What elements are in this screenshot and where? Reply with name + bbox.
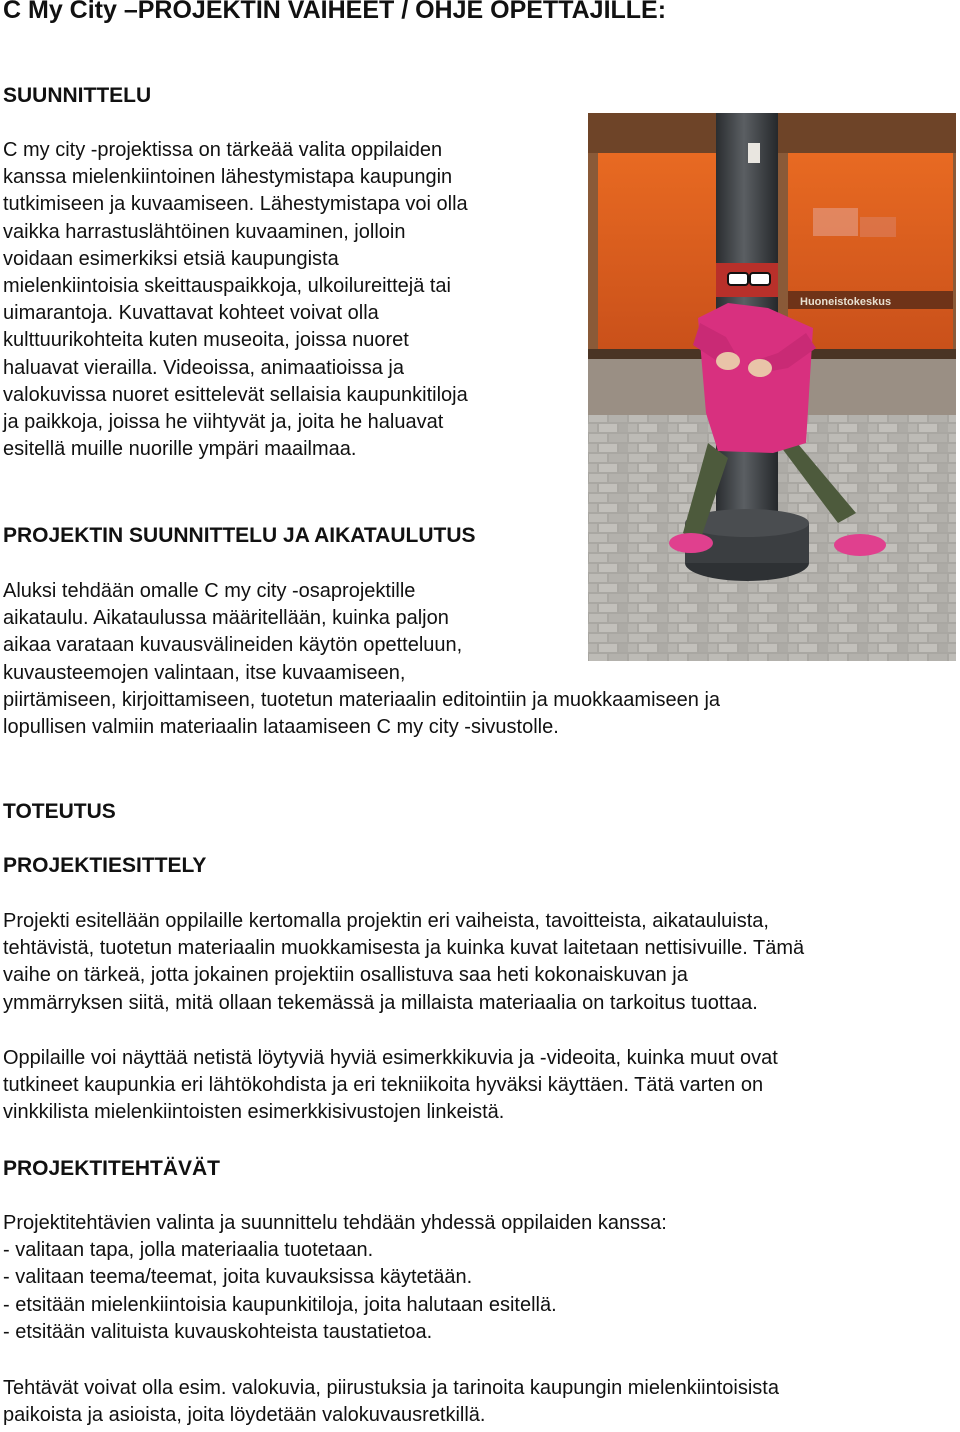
text-line: Tehtävät voivat olla esim. valokuvia, piirustuksia ja tarinoita kaupungin mielenkiintoisista [3,1377,779,1399]
text-line: Oppilaille voi näyttää netistä löytyviä hyviä esimerkkikuvia ja -videoita, kuinka muut ovat [3,1047,778,1069]
paragraph-suunnittelu [3,137,468,463]
paragraph-projektitehtavat-2 [3,1375,779,1429]
list-item: - etsitään valituista kuvauskohteista taustatietoa. [3,1320,433,1343]
text-line: kuvausteemojen valintaan, itse kuvaamiseen, [3,661,406,684]
list-item: - valitaan teema/teemat, joita kuvauksissa käytetään. [3,1266,473,1289]
photo-sign-text: Huoneistokeskus [800,296,892,308]
text-line: vaihe on tärkeä, jotta jokainen projektiin osallistuva saa heti kokonaiskuvan ja [3,964,688,987]
text-line: tutkineet kaupunkia eri lähtökohdista ja eri tekniikoita hyväksi käyttäen. Tätä varten on [3,1074,764,1097]
text-line: uimarantoja. Kuvattavat kohteet voivat olla [3,302,379,325]
heading-projektiesittely: PROJEKTIESITTELY [3,854,207,877]
paragraph-projektitehtavat-1 [3,1210,667,1346]
photo-illustration [588,113,956,661]
text-line: valokuvissa nuoret esittelevät sellaisia kaupunkitiloja [3,383,468,406]
document-title: C My City –PROJEKTIN VAIHEET / OHJE OPETTAJILLE: [3,0,667,24]
text-line: Aluksi tehdään omalle C my city -osaprojektille [3,580,416,602]
text-line: aikaa varataan kuvausvälineiden käytön opetteluun, [3,634,463,657]
text-line: haluavat vierailla. Videoissa, animaatioissa ja [3,356,404,379]
text-line: ymmärryksen siitä, mitä ollaan tekemässä ja millaista materiaalia on tarkoitus tuottaa. [3,991,758,1014]
text-line: esitellä muille nuorille ympäri maailmaa. [3,438,357,461]
text-line: vaikka harrastuslähtöinen kuvaaminen, jolloin [3,220,406,243]
text-line: piirtämiseen, kirjoittamiseen, tuotetun materiaalin editointiin ja muokkaamiseen ja [3,688,721,711]
list-item: - valitaan tapa, jolla materiaalia tuotetaan. [3,1239,374,1262]
heading-toteutus: TOTEUTUS [3,800,116,823]
paragraph-projektiesittely-1 [3,908,804,1017]
text-line: lopullisen valmiin materiaalin lataamiseen C my city -sivustolle. [3,716,559,739]
text-line: Projektitehtävien valinta ja suunnittelu tehdään yhdessä oppilaiden kanssa: [3,1212,667,1234]
text-line: mielenkiintoisia skeittauspaikkoja, ulkoilureittejä tai [3,275,451,298]
text-line: Projekti esitellään oppilaille kertomalla projektin eri vaiheista, tavoitteista, aikatauluista, [3,910,769,932]
heading-projektitehtavat: PROJEKTITEHTÄVÄT [3,1157,221,1180]
text-line: tehtävistä, tuotetun materiaalin muokkamisesta ja kuinka kuvat laitetaan nettisivuille. Tämä [3,937,805,960]
text-line: tutkimiseen ja kuvaamiseen. Lähestymistapa voi olla [3,193,468,216]
heading-aikataulutus: PROJEKTIN SUUNNITTELU JA AIKATAULUTUS [3,524,476,547]
text-line: aikataulu. Aikataulussa määritellään, kuinka paljon [3,607,449,630]
text-line: paikoista ja asioista, joita löydetään valokuvausretkillä. [3,1404,486,1427]
text-line: ja paikkoja, joissa he viihtyvät ja, joita he haluavat [3,411,444,434]
text-line: voidaan esimerkiksi etsiä kaupungista [3,247,339,270]
text-line: kulttuurikohteita kuten museoita, joissa nuoret [3,329,409,352]
photo-child-hugging-pole [588,113,956,661]
heading-suunnittelu: SUUNNITTELU [3,84,152,107]
paragraph-projektiesittely-2 [3,1045,778,1127]
text-line: vinkkilista mielenkiintoisten esimerkkisivustojen linkeistä. [3,1101,505,1124]
list-item: - etsitään mielenkiintoisia kaupunkitiloja, joita halutaan esitellä. [3,1293,557,1316]
text-line: kanssa mielenkiintoinen lähestymistapa kaupungin [3,166,453,189]
text-line: C my city -projektissa on tärkeää valita oppilaiden [3,139,443,161]
